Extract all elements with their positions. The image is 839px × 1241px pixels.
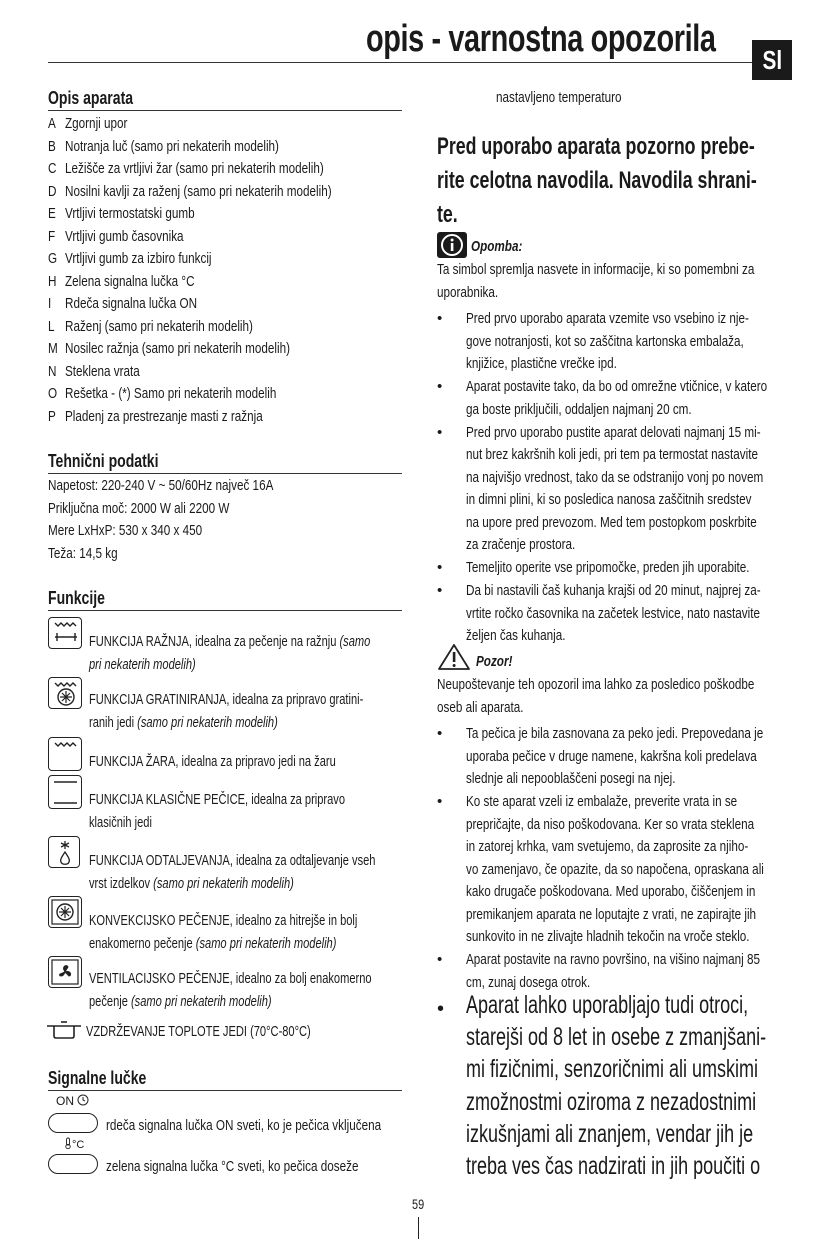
- item-text: Rešetka - (*) Samo pri nekaterih modelih: [65, 385, 277, 402]
- bullet-line: [466, 445, 839, 464]
- tech-data-text: Priključna moč: 2000 W ali 2200 W: [48, 499, 230, 517]
- section-heading-funkcije: Funkcije: [48, 588, 105, 608]
- bullet-line: [466, 354, 659, 373]
- function-line1: [89, 752, 336, 771]
- bullet-dot: •: [437, 310, 443, 327]
- item-text: Ležišče za vrtljivi žar (samo pri nekaterih modelih): [65, 160, 324, 177]
- main-warning-line: [437, 167, 839, 195]
- bullet-line: [466, 309, 829, 328]
- warning-title: Pozor!: [476, 653, 513, 670]
- item-key: C: [48, 160, 57, 177]
- function-text: FUNKCIJA KLASIČNE PEČICE, idealna za pripravo: [89, 791, 346, 808]
- parts-list-item: [48, 407, 402, 427]
- large-bullet-line: [466, 1087, 839, 1117]
- bullet-line: [466, 423, 839, 442]
- item-key: M: [48, 340, 58, 357]
- bullet-text: Ta pečica je bila zasnovana za peko jedi. Prepovedana je: [466, 725, 764, 742]
- paragraph-line: [437, 260, 839, 279]
- bullet-text: knjižice, plastične vrečke ipd.: [466, 355, 617, 372]
- function-description: [89, 632, 469, 651]
- function-line1: [89, 969, 372, 988]
- function-description: [89, 752, 422, 771]
- parts-list-item: [48, 249, 402, 269]
- function-text: VENTILACIJSKO PEČENJE, idealno za bolj enakomerno: [89, 970, 372, 987]
- large-bullet-line: [466, 1054, 839, 1084]
- function-note: (samo pri nekaterih modelih): [195, 934, 337, 952]
- function-text: FUNKCIJA ŽARA, idealna za pripravo jedi na žaru: [89, 753, 336, 770]
- bullet-dot: •: [437, 725, 443, 742]
- bullet-line: [466, 535, 606, 554]
- function-text: klasičnih jedi: [89, 813, 152, 831]
- bullet-line: [466, 581, 839, 600]
- item-text: Vrtljivi termostatski gumb: [65, 205, 195, 222]
- temp-indicator-label: °C: [64, 1137, 84, 1151]
- tech-data-text: Napetost: 220-240 V ~ 50/60Hz največ 16A: [48, 477, 274, 494]
- conventional-icon: [48, 775, 82, 809]
- green-indicator-text: zelena signalna lučka °C sveti, ko pečica doseže: [106, 1158, 359, 1175]
- bullet-line: [466, 490, 832, 509]
- bullet-text: za zračenje prostora.: [466, 536, 576, 553]
- tech-data-line: [48, 476, 337, 495]
- section-heading-tech: Tehnični podatki: [48, 451, 159, 471]
- bullet-text: in zatorej krhka, vam svetujemo, da zaprosite za njiho-: [466, 838, 749, 855]
- item-text: Notranja luč (samo pri nekaterih modelih): [65, 137, 279, 155]
- large-bullet-line: [466, 1022, 839, 1052]
- paragraph-text: uporabnika.: [437, 283, 499, 301]
- large-bullet-text: Aparat lahko uporabljajo tudi otroci,: [466, 991, 749, 1019]
- item-key: L: [48, 317, 55, 335]
- function-description: [89, 851, 476, 870]
- item-text: Nosilec ražnja (samo pri nekaterih modelih): [65, 340, 290, 357]
- item-text: Pladenj za prestrezanje masti z ražnja: [65, 407, 263, 425]
- main-warning-line: [437, 201, 465, 229]
- parts-list-item: [48, 272, 402, 292]
- item-key: D: [48, 182, 57, 200]
- keep-warm-icon: [46, 1020, 82, 1040]
- parts-list-item: [48, 204, 402, 224]
- grill-icon: [48, 737, 82, 771]
- page-title: opis - varnostna opozorila: [366, 18, 716, 60]
- on-indicator-label: ON: [56, 1094, 89, 1108]
- thermometer-icon: [64, 1137, 72, 1149]
- item-key: O: [48, 385, 58, 402]
- function-description: [89, 911, 452, 930]
- parts-list-item: [48, 182, 402, 202]
- rotisserie-icon: [48, 617, 82, 649]
- tech-data-line: [48, 499, 281, 518]
- bullet-text: Pred prvo uporabo pustite aparat delovati najmanj 15 mi-: [466, 423, 761, 441]
- function-description-cont: [89, 874, 366, 893]
- item-key: P: [48, 407, 56, 425]
- bullet-text: na najvišjo vrednost, tako da se odstranijo vonj po novem: [466, 468, 764, 486]
- function-note: (samo pri nekaterih modelih): [137, 713, 278, 731]
- function-text: ranih jedi: [89, 713, 135, 731]
- continued-text: nastavljeno temperaturo: [496, 89, 622, 106]
- item-key: N: [48, 362, 57, 380]
- defrost-icon: [48, 836, 80, 868]
- bullet-text: slednje ali nepooblaščeni posegi na njej.: [466, 770, 676, 787]
- bullet-line: [466, 769, 735, 788]
- section-rule: [48, 610, 402, 611]
- paragraph-line: [437, 283, 515, 302]
- function-note: (samo: [339, 633, 371, 650]
- function-line1: [89, 690, 363, 709]
- function-line1: [89, 632, 370, 651]
- large-bullet-text: zmožnostmi oziroma z nezadostnimi: [466, 1087, 757, 1116]
- bullet-text: gove notranjosti, kot so zaščitna kartonska embalaža,: [466, 332, 744, 350]
- bullet-text: prepričajte, da niso poškodovana. Ker so vrata steklena: [466, 815, 755, 833]
- item-text: Zgornji upor: [65, 115, 128, 132]
- function-line2: [89, 874, 294, 893]
- function-note: pri nekaterih modelih): [89, 655, 196, 673]
- bullet-line: [466, 860, 839, 879]
- large-bullet-text: mi fizičnimi, senzoričnimi ali umskimi: [466, 1055, 759, 1084]
- main-warning-text: rite celotna navodila. Navodila shrani-: [437, 167, 757, 194]
- section-heading-signal: Signalne lučke: [48, 1068, 147, 1088]
- section-rule: [48, 473, 402, 474]
- item-key: A: [48, 115, 56, 132]
- bullet-dot: •: [437, 998, 445, 1020]
- paragraph-line: [437, 698, 548, 717]
- function-text: enakomerno pečenje: [89, 934, 193, 952]
- bullet-dot: •: [437, 582, 443, 599]
- parts-list-item: [48, 339, 402, 359]
- item-text: Steklena vrata: [65, 362, 140, 380]
- item-key: H: [48, 272, 57, 290]
- function-note: (samo pri nekaterih modelih): [153, 874, 294, 892]
- large-bullet-text: izkušnjami ali znanjem, vendar jih je: [466, 1119, 754, 1148]
- bullet-dot: •: [437, 951, 443, 968]
- paragraph-text: oseb ali aparata.: [437, 698, 524, 716]
- item-text: Nosilni kavlji za raženj (samo pri nekaterih modelih): [65, 182, 332, 200]
- tech-data-text: Mere LxHxP: 530 x 340 x 450: [48, 522, 203, 539]
- item-text: Rdeča signalna lučka ON: [65, 295, 198, 312]
- main-warning-text: Pred uporabo aparata pozorno prebe-: [437, 133, 755, 160]
- paragraph-text: Neupoštevanje teh opozoril ima lahko za posledico poškodbe: [437, 676, 755, 693]
- function-text: FUNKCIJA GRATINIRANJA, idealna za pripravo gratini-: [89, 691, 364, 708]
- function-line2: [89, 655, 196, 674]
- section-heading-opis: Opis aparata: [48, 88, 134, 108]
- parts-list-item: [48, 294, 402, 314]
- bullet-line: [466, 747, 839, 766]
- bullet-line: [466, 332, 822, 351]
- red-indicator-text: rdeča signalna lučka ON sveti, ko je pečica vključena: [106, 1117, 382, 1134]
- parts-list-item: [48, 384, 402, 404]
- function-text: vrst izdelkov: [89, 874, 151, 892]
- function-line1: [89, 851, 375, 870]
- bullet-text: nut brez kakršnih koli jedi, pri tem pa termostat nastavite: [466, 446, 758, 463]
- function-text: KONVEKCIJSKO PEČENJE, idealno za hitrejše in bolj: [89, 912, 358, 929]
- main-warning-line: [437, 133, 839, 161]
- clock-icon: [77, 1094, 89, 1106]
- convection-icon: [48, 896, 82, 928]
- function-description-cont: [89, 655, 233, 674]
- bullet-text: željen čas kuhanja.: [466, 627, 566, 644]
- function-text: FUNKCIJA RAŽNJA, idealna za pečenje na ražnju: [89, 633, 337, 650]
- function-description: [89, 690, 460, 709]
- item-text: Raženj (samo pri nekaterih modelih): [65, 317, 253, 335]
- bullet-text: ga boste priključili, oddaljen najmanj 20 cm.: [466, 400, 692, 418]
- function-line2: [89, 992, 272, 1011]
- parts-list-item: [48, 114, 402, 134]
- bullet-line: [466, 882, 837, 901]
- bullet-line: [466, 513, 839, 532]
- bullet-dot: •: [437, 423, 443, 441]
- function-line2: [89, 934, 336, 953]
- info-icon: [437, 232, 467, 258]
- large-bullet-line: [466, 990, 839, 1020]
- page-number: 59: [412, 1196, 425, 1212]
- bullet-dot: •: [437, 378, 443, 395]
- function-description-cont: [89, 713, 344, 732]
- function-text: pečenje: [89, 992, 128, 1010]
- bullet-text: in dimni plini, ki so posledica nanosa zaščitnih sredstev: [466, 491, 752, 508]
- bullet-line: [466, 950, 839, 969]
- bullet-line: [466, 905, 838, 924]
- function-description: [89, 969, 471, 988]
- function-note: (samo pri nekaterih modelih): [130, 992, 272, 1010]
- parts-list-item: [48, 317, 402, 337]
- item-key: G: [48, 250, 58, 267]
- bullet-dot: •: [437, 559, 443, 576]
- item-key: F: [48, 227, 56, 245]
- bullet-text: Aparat postavite na ravno površino, na višino najmanj 85: [466, 951, 760, 968]
- bullet-text: Temeljito operite vse pripomočke, preden jih uporabite.: [466, 559, 750, 576]
- fan-icon: [48, 956, 82, 988]
- bullet-text: uporaba pečice v druge namene, kakršna koli predelava: [466, 747, 757, 765]
- large-bullet-line: [466, 1119, 839, 1149]
- bullet-line: [466, 973, 625, 992]
- bullet-line: [466, 558, 830, 577]
- function-line1: [89, 790, 345, 809]
- bullet-line: [466, 626, 594, 645]
- parts-list-item: [48, 137, 402, 157]
- bullet-text: sunkovito in ne zlivajte hladnih tekočin na vroče steklo.: [466, 928, 750, 945]
- function-description-cont: [89, 992, 336, 1011]
- item-key: B: [48, 137, 56, 155]
- bullet-text: premikanjem aparata ne loputajte z vrati, ne zapirajte jih: [466, 905, 757, 923]
- tech-data-text: Teža: 14,5 kg: [48, 544, 118, 562]
- function-line1: [86, 1022, 311, 1041]
- large-bullet-text: treba ves čas nadzirati in jih poučiti o: [466, 1152, 761, 1180]
- item-key: E: [48, 205, 56, 222]
- bullet-dot: •: [437, 793, 443, 810]
- bullet-text: na upore pred prevozom. Med tem postopkom poskrbite: [466, 513, 757, 531]
- bullet-line: [466, 468, 839, 487]
- header-rule: [48, 62, 784, 63]
- bullet-line: [466, 724, 839, 743]
- section-rule: [48, 110, 402, 111]
- bullet-text: Pred prvo uporabo aparata vzemite vso vsebino iz nje-: [466, 310, 749, 327]
- large-bullet-line: [466, 1151, 839, 1181]
- grill-fan-icon: [48, 677, 82, 709]
- bullet-line: [466, 377, 839, 396]
- function-description-cont: [89, 934, 423, 953]
- note-title: Opomba:: [471, 238, 523, 255]
- language-badge: Sl: [752, 40, 792, 80]
- item-text: Zelena signalna lučka °C: [65, 272, 195, 290]
- paragraph-line: [437, 675, 839, 694]
- warning-icon: [437, 643, 471, 671]
- bullet-line: [466, 837, 828, 856]
- function-line2: [89, 713, 278, 732]
- tech-data-line: [48, 544, 137, 563]
- function-line1: [89, 911, 357, 930]
- item-text: Vrtljivi gumb časovnika: [65, 227, 184, 245]
- parts-list-item: [48, 159, 402, 179]
- green-indicator-lamp: [48, 1154, 98, 1174]
- function-description: [86, 1022, 390, 1041]
- bullet-text: cm, zunaj dosega otrok.: [466, 973, 591, 991]
- bullet-text: Aparat postavite tako, da bo od omrežne vtičnice, v katero: [466, 378, 768, 395]
- function-text: VZDRŽEVANJE TOPLOTE JEDI (70°C-80°C): [86, 1023, 311, 1040]
- section-rule: [48, 1090, 402, 1091]
- function-line2: [89, 813, 152, 832]
- large-bullet-text: starejši od 8 let in osebe z zmanjšani-: [466, 1023, 767, 1052]
- red-indicator-lamp: [48, 1113, 98, 1133]
- bullet-line: [466, 792, 814, 811]
- bullet-line: [466, 400, 755, 419]
- footer-rule: [418, 1217, 419, 1239]
- parts-list-item: [48, 362, 402, 382]
- bullet-line: [466, 927, 830, 946]
- function-description-cont: [89, 813, 174, 832]
- paragraph-text: Ta simbol spremlja nasvete in informacije, ki so pomembni za: [437, 261, 755, 278]
- bullet-text: Da bi nastavili čaš kuhanja krajši od 20 minut, najprej za-: [466, 582, 761, 599]
- item-key: I: [48, 295, 52, 312]
- bullet-text: Ko ste aparat vzeli iz embalaže, preverite vrata in se: [466, 793, 738, 810]
- bullet-text: vrtite ročko časovnika na začetek lestvice, nato nastavite: [466, 604, 760, 622]
- item-text: Vrtljivi gumb za izbiro funkcij: [65, 250, 212, 267]
- bullet-line: [466, 604, 839, 623]
- function-text: FUNKCIJA ODTALJEVANJA, idealna za odtaljevanje vseh: [89, 852, 376, 869]
- main-warning-text: te.: [437, 201, 458, 228]
- bullet-text: vo zamenjavo, če opazite, da so napočena, opraskana ali: [466, 860, 764, 878]
- bullet-text: kako drugače poškodovana. Med uporabo, čiščenjem in: [466, 883, 756, 900]
- bullet-line: [466, 815, 835, 834]
- parts-list-item: [48, 227, 402, 247]
- tech-data-line: [48, 521, 246, 540]
- function-description: [89, 790, 435, 809]
